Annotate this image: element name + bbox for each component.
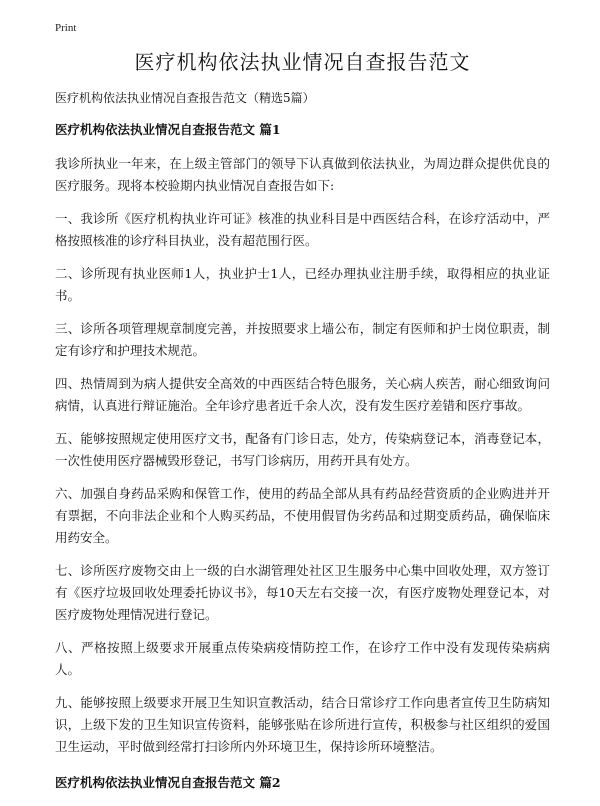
paragraph-8: 八、严格按照上级要求开展重点传染病疫情防控工作，在诊疗工作中没有发现传染病病人。 xyxy=(55,640,550,677)
section-heading-2: 医疗机构依法执业情况自查报告范文 篇2 xyxy=(55,775,281,790)
paragraph-5: 五、能够按照规定使用医疗文书，配备有门诊日志，处方，传染病登记本，消毒登记本，一次性使用医疗器械毁形登记，书写门诊病历，用药开具有处方。 xyxy=(55,431,550,468)
paragraph-3: 三、诊所各项管理规章制度完善，并按照要求上墙公布，制定有医师和护士岗位职责，制定有诊疗和护理技术规范。 xyxy=(55,321,550,358)
document-subtitle: 医疗机构依法执业情况自查报告范文（精选5篇） xyxy=(55,91,315,105)
print-link[interactable]: Print xyxy=(55,22,77,34)
paragraph-2: 二、诊所现有执业医师1人，执业护士1人，已经办理执业注册手续，取得相应的执业证书。 xyxy=(55,266,550,303)
document-page xyxy=(55,50,550,806)
paragraph-1: 一、我诊所《医疗机构执业许可证》核准的执业科目是中西医结合科，在诊疗活动中，严格按照核准的诊疗科目执业，没有超范围行医。 xyxy=(55,211,550,248)
paragraph-intro: 我诊所执业一年来，在上级主管部门的领导下认真做到依法执业，为周边群众提供优良的医疗服务。现将本校验期内执业情况自查报告如下: xyxy=(55,156,550,193)
paragraph-9: 九、能够按照上级要求开展卫生知识宣教活动，结合日常诊疗工作向患者宣传卫生防病知识，上级下发的卫生知识宣传资料，能够张贴在诊所进行宣传，积极参与社区组织的爱国卫生运动，平时做到经常打扫诊所内外环境卫生，保持诊所环境整洁。 xyxy=(55,695,550,754)
section-heading-1: 医疗机构依法执业情况自查报告范文 篇1 xyxy=(55,122,281,137)
document-title: 医疗机构依法执业情况自查报告范文 xyxy=(134,50,471,74)
paragraph-4: 四、热情周到为病人提供安全高效的中西医结合特色服务，关心病人疾苦，耐心细致询问病情，认真进行辩证施治。全年诊疗患者近千余人次，没有发生医疗差错和医疗事故。 xyxy=(55,376,550,413)
paragraph-6: 六、加强自身药品采购和保管工作，使用的药品全部从具有药品经营资质的企业购进并开有票据，不向非法企业和个人购买药品，不使用假冒伪劣药品和过期变质药品，确保临床用药安全。 xyxy=(55,486,550,545)
paragraph-7: 七、诊所医疗废物交由上一级的白水湖管理处社区卫生服务中心集中回收处理，双方签订有《医疗垃圾回收处理委托协议书》，每10天左右交接一次，有医疗废物处理登记本，对医疗废物处理情况进行登记。 xyxy=(55,563,550,622)
